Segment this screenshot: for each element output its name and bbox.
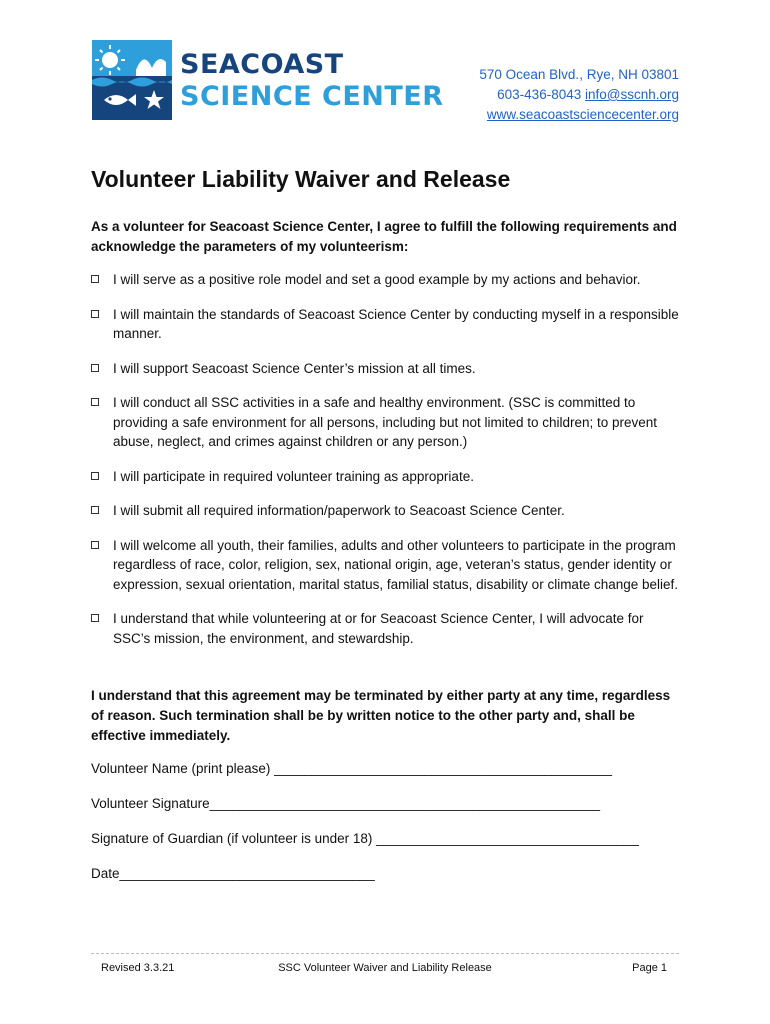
footer-document-title: SSC Volunteer Waiver and Liability Release <box>278 962 492 974</box>
checkbox-square-icon <box>91 275 99 283</box>
requirement-item <box>91 536 681 595</box>
contact-address: 570 Ocean Blvd., Rye, NH 03801 <box>479 67 679 82</box>
requirement-text: I understand that while volunteering at or for Seacoast Science Center, I will advocate for SSC’s mission, the environment, and stewardship. <box>113 611 644 646</box>
volunteer-name-field[interactable]: Volunteer Name (print please) _____________________________________________ <box>91 761 612 776</box>
requirement-item <box>91 609 681 648</box>
requirement-text: I will maintain the standards of Seacoast Science Center by conducting myself in a responsible manner. <box>113 306 679 341</box>
checkbox-square-icon <box>91 398 99 406</box>
footer-page-number: Page 1 <box>632 962 667 974</box>
contact-phone-email-line <box>479 85 679 105</box>
checkbox-square-icon <box>91 310 99 318</box>
requirement-item <box>91 467 681 487</box>
footer-revised: Revised 3.3.21 <box>101 962 175 974</box>
requirement-text: I will conduct all SSC activities in a safe and healthy environment. (SSC is committed to providing a safe environment for all persons, including but not limited to children; to prevent abuse, neglect, and crimes against children or any person.) <box>113 395 658 449</box>
requirement-item <box>91 270 681 290</box>
termination-statement: I understand that this agreement may be terminated by either party at any time, regardless of reason. Such termination shall be by written notice to the other party and, shall be effective immediately. <box>91 688 671 743</box>
requirement-item <box>91 305 681 344</box>
logo-line-seacoast: SEACOAST <box>180 48 344 80</box>
intro-statement: As a volunteer for Seacoast Science Center, I agree to fulfill the following requirements and acknowledge the parameters of my volunteerism: <box>91 219 677 254</box>
requirement-item <box>91 501 681 521</box>
guardian-signature-field[interactable]: Signature of Guardian (if volunteer is under 18) ___________________________________ <box>91 831 639 846</box>
checkbox-square-icon <box>91 614 99 622</box>
requirements-list <box>91 270 681 663</box>
requirement-text: I will serve as a positive role model and set a good example by my actions and behavior. <box>113 272 641 287</box>
organization-logo <box>92 40 444 120</box>
requirement-text: I will submit all required information/paperwork to Seacoast Science Center. <box>113 503 565 518</box>
checkbox-square-icon <box>91 364 99 372</box>
requirement-text: I will participate in required volunteer training as appropriate. <box>113 468 474 484</box>
contact-block <box>479 65 679 125</box>
requirement-text: I will welcome all youth, their families, adults and other volunteers to participate in the program regardless of race, color, religion, sex, national origin, age, veteran’s status, gender identity or expression, sexual orientation, marital status, familial status, disability or climate change belief. <box>113 537 679 592</box>
footer-divider <box>91 953 679 954</box>
requirement-item <box>91 359 681 379</box>
checkbox-square-icon <box>91 472 99 480</box>
contact-email-link[interactable]: info@sscnh.org <box>585 87 679 102</box>
seacoast-logo-icon <box>92 40 172 120</box>
requirement-item <box>91 393 681 452</box>
contact-website-link[interactable]: www.seacoastsciencecenter.org <box>486 107 679 122</box>
logo-line-science-center: SCIENCE CENTER <box>180 80 444 112</box>
volunteer-signature-field[interactable]: Volunteer Signature____________________________________________________ <box>91 796 601 811</box>
requirement-text: I will support Seacoast Science Center’s mission at all times. <box>113 360 476 376</box>
checkbox-square-icon <box>91 541 99 549</box>
page-title: Volunteer Liability Waiver and Release <box>91 166 511 192</box>
date-field[interactable]: Date__________________________________ <box>91 866 375 881</box>
logo-wordmark <box>180 48 444 112</box>
contact-phone: 603-436-8043 <box>497 87 582 102</box>
checkbox-square-icon <box>91 506 99 514</box>
